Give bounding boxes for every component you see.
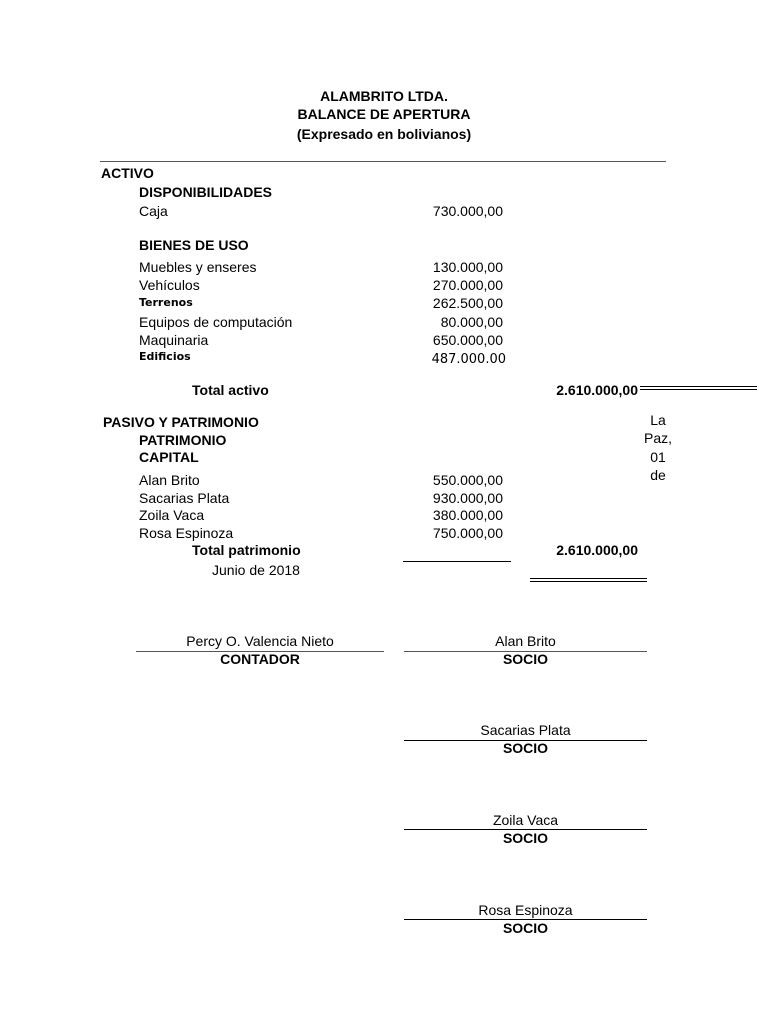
total-activo-label: Total activo xyxy=(192,382,269,398)
item-name-vehiculos: Vehículos xyxy=(139,277,200,293)
signature-name-alan: Alan Brito xyxy=(495,633,556,649)
signature-name-zoila: Zoila Vaca xyxy=(492,812,559,828)
capital-value-rosa: 750.000,00 xyxy=(432,525,503,541)
capital-value-alan: 550.000,00 xyxy=(432,472,503,488)
total-activo-value: 2.610.000,00 xyxy=(556,382,638,398)
date-word-paz: Paz, xyxy=(643,430,672,446)
company-name: ALAMBRITO LTDA. xyxy=(320,88,448,104)
signature-role-contador: CONTADOR xyxy=(220,651,300,667)
signature-role-zoila: SOCIO xyxy=(502,830,549,846)
capital-name-rosa: Rosa Espinoza xyxy=(139,525,234,541)
document-title: BALANCE DE APERTURA xyxy=(297,106,471,122)
date-month-year: Junio de 2018 xyxy=(212,562,300,578)
item-name-terrenos: Terrenos xyxy=(139,296,193,309)
group-disponibilidades: DISPONIBILIDADES xyxy=(139,184,273,200)
subtotal-line xyxy=(403,561,511,562)
total-activo-double-line-top xyxy=(640,386,757,387)
date-word-de: de xyxy=(650,467,666,483)
capital-name-alan: Alan Brito xyxy=(139,472,200,488)
item-value-muebles: 130.000,00 xyxy=(432,259,503,275)
total-patrimonio-value: 2.610.000,00 xyxy=(556,542,638,558)
section-activo: ACTIVO xyxy=(101,165,154,181)
total-activo-double-line-bottom xyxy=(640,389,757,390)
signature-role-sacarias: SOCIO xyxy=(502,740,549,756)
capital-value-sacarias: 930.000,00 xyxy=(432,490,503,506)
total-patrimonio-double-line-top xyxy=(530,578,647,579)
total-patrimonio-label: Total patrimonio xyxy=(192,542,301,558)
capital-name-sacarias: Sacarias Plata xyxy=(139,490,230,506)
item-value-terrenos: 262.500,00 xyxy=(432,295,503,311)
signature-role-alan: SOCIO xyxy=(502,651,549,667)
total-patrimonio-double-line-bottom xyxy=(530,581,647,582)
item-name-caja: Caja xyxy=(139,203,168,219)
signature-name-contador: Percy O. Valencia Nieto xyxy=(186,633,334,649)
item-value-maquinaria: 650.000,00 xyxy=(432,332,503,348)
item-value-vehiculos: 270.000,00 xyxy=(432,277,503,293)
signature-name-sacarias: Sacarias Plata xyxy=(480,722,571,738)
date-word-la: La xyxy=(650,412,666,428)
section-pasivo-patrimonio: PASIVO Y PATRIMONIO xyxy=(103,414,259,430)
capital-name-zoila: Zoila Vaca xyxy=(139,507,205,523)
item-value-edificios: 487.000.00 xyxy=(431,352,506,367)
item-name-edificios: Edificios xyxy=(139,350,191,363)
group-capital: CAPITAL xyxy=(139,449,199,465)
group-patrimonio: PATRIMONIO xyxy=(139,432,227,448)
header-divider xyxy=(100,161,666,162)
item-value-caja: 730.000,00 xyxy=(432,203,503,219)
signature-role-rosa: SOCIO xyxy=(502,920,549,936)
item-name-muebles: Muebles y enseres xyxy=(139,259,257,275)
signature-name-rosa: Rosa Espinoza xyxy=(478,902,573,918)
item-value-equipos: 80.000,00 xyxy=(440,314,503,330)
group-bienes-de-uso: BIENES DE USO xyxy=(139,237,249,253)
item-name-maquinaria: Maquinaria xyxy=(139,332,209,348)
item-name-equipos: Equipos de computación xyxy=(139,314,293,330)
document-subtitle: (Expresado en bolivianos) xyxy=(296,126,472,142)
date-word-01: 01 xyxy=(650,449,666,465)
capital-value-zoila: 380.000,00 xyxy=(432,507,503,523)
